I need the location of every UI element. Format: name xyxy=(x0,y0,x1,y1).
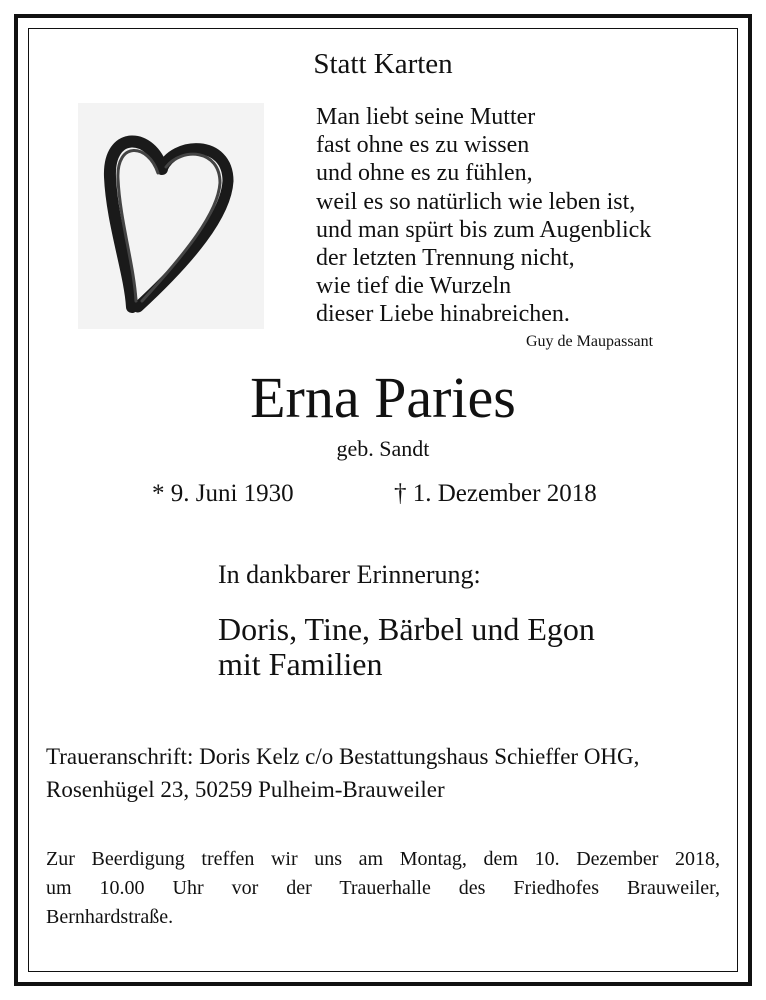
poem xyxy=(316,103,651,329)
death-date: † 1. Dezember 2018 xyxy=(394,480,597,507)
mourners-line: Doris, Tine, Bärbel und Egon xyxy=(218,611,595,647)
heart-icon xyxy=(78,103,264,329)
funeral-line: Bernhardstraße. xyxy=(46,906,174,928)
poem-line: fast ohne es zu wissen xyxy=(316,132,530,159)
address-line: Traueranschrift: Doris Kelz c/o Bestattungshaus Schieffer OHG, xyxy=(46,744,640,769)
birth-name: geb. Sandt xyxy=(336,436,430,461)
poem-line: und man spürt bis zum Augenblick xyxy=(316,216,652,243)
funeral-line: um 10.00 Uhr vor der Trauerhalle des Friedhofes Brauweiler, xyxy=(46,877,720,899)
header-title: Statt Karten xyxy=(313,48,453,80)
deceased-name: Erna Paries xyxy=(250,365,516,430)
poem-line: der letzten Trennung nicht, xyxy=(316,245,575,272)
poem-line: dieser Liebe hinabreichen. xyxy=(316,301,570,328)
poem-author: Guy de Maupassant xyxy=(526,333,654,350)
birth-date: * 9. Juni 1930 xyxy=(152,480,294,507)
poem-line: wie tief die Wurzeln xyxy=(316,273,512,300)
mourners-line: mit Familien xyxy=(218,646,383,682)
poem-line: weil es so natürlich wie leben ist, xyxy=(316,188,636,215)
mourners xyxy=(218,612,595,682)
remembrance-intro: In dankbarer Erinnerung: xyxy=(218,560,481,589)
funeral-notice xyxy=(46,845,720,932)
mourning-address xyxy=(46,740,639,806)
poem-line: und ohne es zu fühlen, xyxy=(316,160,533,187)
address-line: Rosenhügel 23, 50259 Pulheim-Brauweiler xyxy=(46,777,445,802)
funeral-line: Zur Beerdigung treffen wir uns am Montag, dem 10. Dezember 2018, xyxy=(46,848,720,870)
poem-line: Man liebt seine Mutter xyxy=(316,104,536,130)
